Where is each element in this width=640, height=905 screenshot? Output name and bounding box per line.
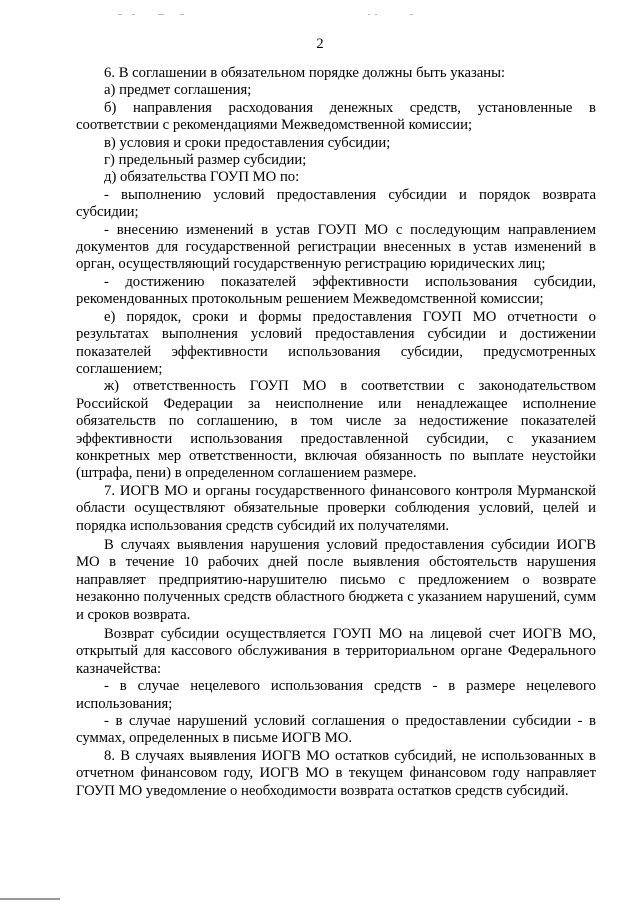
list-item-v: в) условия и сроки предоставления субсидии;: [104, 134, 391, 151]
list-item-d: д) обязательства ГОУП МО по:: [104, 169, 300, 186]
paragraph-6-intro: 6. В соглашении в обязательном порядке должны быть указаны:: [104, 65, 506, 81]
list-item-a: а) предмет соглашения;: [104, 82, 252, 99]
paragraph-violation: В случаях выявления нарушения условий предоставления субсидии ИОГВ МО в течение 10 рабочих дней после выявления обстоятельств нарушения направляет предприятию-нарушителю письмо с предложением о возврате незаконно полученных средств областного бюджета с указанием нарушений, сумм и сроков возврата.: [76, 536, 596, 623]
paragraph-8: 8. В случаях выявления ИОГВ МО остатков субсидий, не использованных в отчетном финансовом году, ИОГВ МО в текущем финансовом году направляет ГОУП МО уведомление о необходимости возврата остатков средств субсидий.: [76, 747, 596, 799]
scan-edge-mark: [0, 898, 60, 900]
document-body: [76, 65, 596, 800]
paragraph-7: 7. ИОГВ МО и органы государственного финансового контроля Мурманской области осуществляют обязательные проверки соблюдения условий, целей и порядка использования средств субсидий их получателями.: [76, 482, 596, 534]
list-item-b: б) направления расходования денежных средств, установленные в соответствии с рекомендациями Межведомственной комиссии;: [76, 99, 596, 134]
paragraph-refund: Возврат субсидии осуществляется ГОУП МО на лицевой счет ИОГВ МО, открытый для кассового обслуживания в территориальном органе Федерального казначейства:: [76, 626, 596, 677]
list-item-zh: ж) ответственность ГОУП МО в соответствии с законодательством Российской Федерации за неисполнение или ненадлежащее исполнение обязательств по соглашению, в том числе за недостижение показателей эффективности использования предоставленной субсидии, с указанием конкретных мер ответственности, включая обязанность по выплате неустойки (штрафа, пени) в определенном соглашением размере.: [76, 378, 596, 482]
page-number: 2: [316, 36, 324, 52]
sub-item-charter: - внесению изменений в устав ГОУП МО с последующим направлением документов для государственной регистрации внесенных в устав изменений в орган, осуществляющий государственную регистрацию юридических лиц;: [76, 221, 596, 273]
sub-item-conditions: - выполнению условий предоставления субсидии и порядок возврата субсидии;: [76, 186, 596, 221]
list-item-e: е) порядок, сроки и формы предоставления ГОУП МО отчетности о результатах выполнения условий предоставления субсидии и достижении показателей эффективности использования субсидии, предусмотренных соглашением;: [76, 308, 596, 377]
sub-item-indicators: - достижению показателей эффективности использования субсидии, рекомендованных протокольным решением Межведомственной комиссии;: [76, 273, 596, 308]
refund-case-agreement: - в случае нарушений условий соглашения о предоставлении субсидии - в суммах, определенных в письме ИОГВ МО.: [76, 713, 596, 747]
list-item-g: г) предельный размер субсидии;: [104, 152, 307, 169]
scan-artifact-marks: [110, 12, 470, 18]
refund-case-misuse: - в случае нецелевого использования средств - в размере нецелевого использования;: [76, 678, 596, 712]
